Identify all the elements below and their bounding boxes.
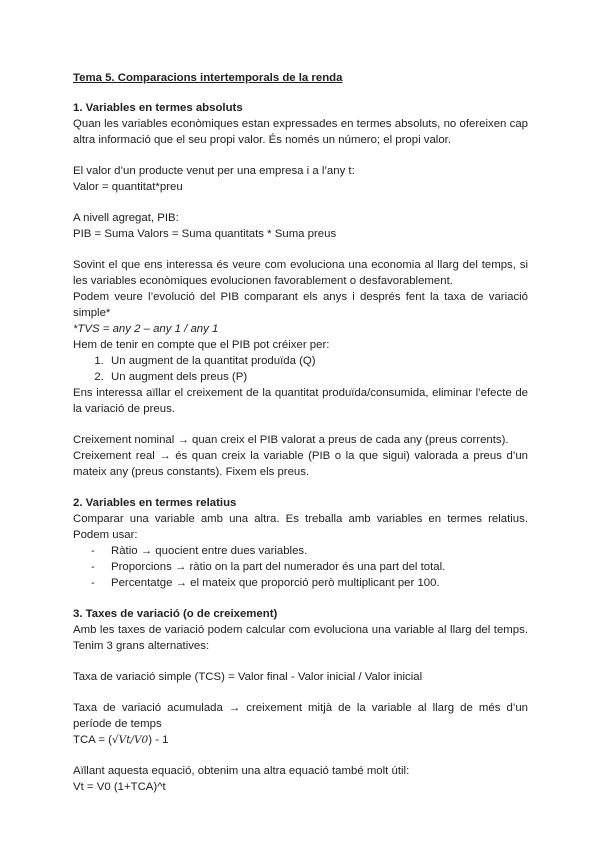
page-title: Tema 5. Comparacions intertemporals de la renda — [73, 72, 343, 84]
s1-paragraph-2a: El valor d’un producte venut per una empresa i a l’any t: — [73, 165, 355, 177]
s1-paragraph-3b: PIB = Suma Valors = Suma quantitats * Suma preus — [73, 228, 337, 240]
list-item: 2. Un augment dels preus (P) — [107, 369, 528, 385]
document-page — [73, 70, 528, 795]
s1-paragraph-1: Quan les variables econòmiques estan expressades en termes absoluts, no ofereixen cap altra informació que el seu propi valor. És només un número; el propi valor. — [73, 118, 528, 146]
s3-paragraph-2: Taxa de variació simple (TCS) = Valor final - Valor inicial / Valor inicial — [73, 671, 423, 683]
tca-formula: √Vt/V0 — [111, 734, 149, 746]
s3-paragraph-4: Aïllant aquesta equació, obtenim una altra equació també molt útil: — [73, 765, 410, 777]
list-item: - Proporcions → ràtio on la part del numerador és una part del total. — [91, 559, 528, 575]
list-item: - Ràtio → quocient entre dues variables. — [91, 543, 528, 559]
s1-paragraph-6: Hem de tenir en compte que el PIB pot créixer per: — [73, 339, 330, 351]
section-2-heading: 2. Variables en termes relatius — [73, 497, 237, 509]
s1-paragraph-7: Ens interessa aïllar el creixement de la quantitat produïda/consumida, eliminar l’efecte de la variació de preus. — [73, 387, 528, 415]
section-3-heading: 3. Taxes de variació (o de creixement) — [73, 608, 278, 620]
s1-paragraph-3a: A nivell agregat, PIB: — [73, 212, 179, 224]
s1-tvs-note: *TVS = any 2 – any 1 / any 1 — [73, 323, 219, 335]
s2-paragraph-1: Comparar una variable amb una altra. Es treballa amb variables en termes relatius. Podem usar: — [73, 513, 528, 541]
list-item: 1. Un augment de la quantitat produïda (Q) — [107, 353, 528, 369]
s1-paragraph-4: Sovint el que ens interessa és veure com evoluciona una economia al llarg del temps, si les variables econòmiques evolucionen favorablement o desfavorablement. — [73, 259, 528, 287]
s3-paragraph-5: Vt = V0 (1+TCA)^t — [73, 781, 166, 793]
s1-paragraph-8: Creixement nominal → quan creix el PIB valorat a preus de cada any (preus corrents). — [73, 434, 509, 446]
section-1-heading: 1. Variables en termes absoluts — [73, 102, 243, 114]
list-item: - Percentatge → el mateix que proporció però multiplicant per 100. — [91, 575, 528, 591]
s1-paragraph-5: Podem veure l’evolució del PIB comparant els anys i després fent la taxa de variació simple* — [73, 291, 528, 319]
s1-paragraph-2b: Valor = quantitat*preu — [73, 181, 183, 193]
tca-formula-line: TCA = (√Vt/V0) - 1 — [73, 734, 169, 746]
s1-growth-list — [73, 353, 528, 385]
s3-paragraph-3: Taxa de variació acumulada → creixement mitjà de la variable al llarg de més d’un període de temps — [73, 702, 528, 730]
s1-paragraph-9: Creixement real → és quan creix la variable (PIB o la que sigui) valorada a preus d’un mateix any (preus constants). Fixem els preus. — [73, 450, 528, 478]
s3-paragraph-1: Amb les taxes de variació podem calcular com evoluciona una variable al llarg del temps. Tenim 3 grans alternatives: — [73, 624, 528, 652]
s2-relative-list — [73, 543, 528, 591]
